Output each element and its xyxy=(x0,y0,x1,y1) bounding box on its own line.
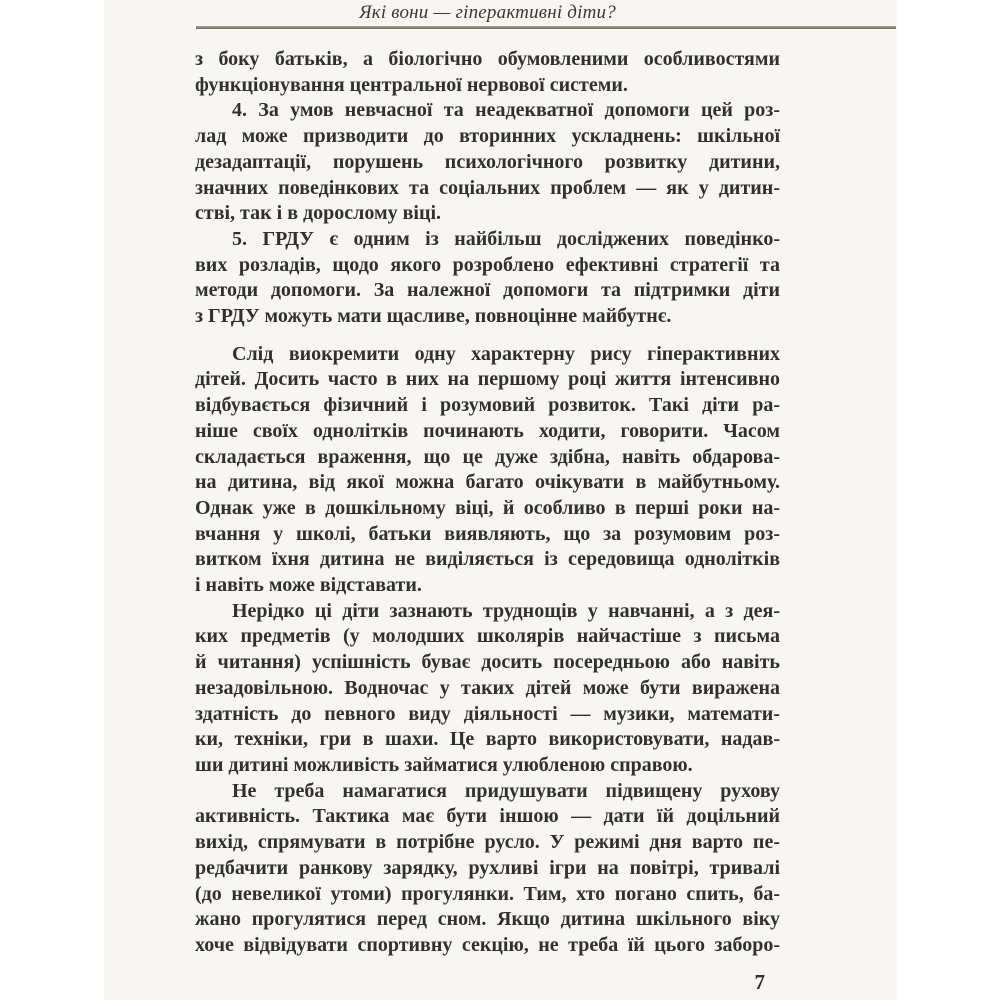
text-line: дезадаптації, порушень психологічного розвитку дитини, xyxy=(195,150,780,173)
page-paper xyxy=(104,0,897,1000)
running-head xyxy=(195,2,780,24)
text-line: ких предметів (у молодших школярів найчастіше з письма xyxy=(195,625,780,648)
text-line: дітей. Досить часто в них на першому році життя інтенсивно xyxy=(195,368,780,391)
text-line: відбувається фізичний і розумовий розвиток. Такі діти ра- xyxy=(195,394,780,417)
text-line: з ГРДУ можуть мати щасливе, повноцінне майбутнє. xyxy=(195,305,672,328)
text-line: вих розладів, щодо якого розроблено ефективні стратегії та xyxy=(195,253,780,276)
text-line: Однак уже в дошкільному віці, й особливо в перші роки на- xyxy=(195,496,780,519)
running-head-title: Які вони — гіперактивні діти? xyxy=(359,2,616,23)
text-line: і навіть може відставати. xyxy=(195,574,422,597)
text-line: вчання у школі, батьки виявляють, що за розумовим роз- xyxy=(195,522,780,545)
text-line: на дитина, від якої можна багато очікувати в майбутньому. xyxy=(195,471,780,494)
text-line: й читання) успішність буває досить посередньою або навіть xyxy=(195,651,780,674)
text-line: ки, техніки, гри в шахи. Це варто використовувати, надав- xyxy=(195,728,780,751)
text-line: 5. ГРДУ є одним із найбільш досліджених поведінко- xyxy=(232,227,780,250)
paragraph xyxy=(195,599,780,779)
text-line: (до невеликої утоми) прогулянки. Тим, хто погано спить, ба- xyxy=(195,882,780,905)
text-line: значних поведінкових та соціальних проблем — як у дитин- xyxy=(195,176,780,199)
text-line: вихід, спрямувати в потрібне русло. У режимі дня варто пе- xyxy=(195,831,780,854)
text-line: з боку батьків, а біологічно обумовленими особливостями xyxy=(195,48,780,70)
paragraph xyxy=(195,779,780,959)
paragraph xyxy=(195,342,780,599)
text-line: стві, так і в дорослому віці. xyxy=(195,202,442,225)
text-line: ши дитині можливість займатися улюбленою справою. xyxy=(195,753,693,776)
text-line: функціонування центральної нервової системи. xyxy=(195,73,628,96)
page-number: 7 xyxy=(754,970,765,994)
text-line: методи допомоги. За належної допомоги та підтримки діти xyxy=(195,279,780,302)
text-line: редбачити ранкову зарядку, рухливі ігри на повітрі, тривалі xyxy=(195,856,780,879)
text-line: ніше своїх однолітків починають ходити, говорити. Часом xyxy=(195,419,780,442)
text-line: хоче відвідувати спортивну секцію, не треба їй цього заборо- xyxy=(195,933,780,956)
paragraph xyxy=(195,47,780,98)
text-line: здатність до певного виду діяльності — музики, математи- xyxy=(195,702,780,725)
paragraph xyxy=(195,227,780,330)
text-line: Нерідко ці діти зазнають труднощів у навчанні, а з дея- xyxy=(232,599,780,622)
text-line: Слід виокремити одну характерну рису гіперактивних xyxy=(232,342,780,365)
text-line: активність. Тактика має бути іншою — дати їй доцільний xyxy=(195,805,780,828)
text-line: витком їхня дитина не виділяється із середовища однолітків xyxy=(195,548,780,571)
text-line: лад може призводити до вторинних ускладнень: шкільної xyxy=(195,125,780,148)
text-line: 4. За умов невчасної та неадекватної допомоги цей роз- xyxy=(232,99,780,122)
text-line: Не треба намагатися придушувати підвищену рухову xyxy=(232,779,780,802)
text-line: складається враження, що це дуже здібна, навіть обдарова- xyxy=(195,445,780,468)
text-line: незадовільною. Водночас у таких дітей може бути виражена xyxy=(195,676,780,699)
body-text xyxy=(195,47,780,959)
paragraph xyxy=(195,98,780,227)
text-line: жано прогулятися перед сном. Якщо дитина шкільного віку xyxy=(195,908,780,931)
header-rule xyxy=(196,26,896,29)
